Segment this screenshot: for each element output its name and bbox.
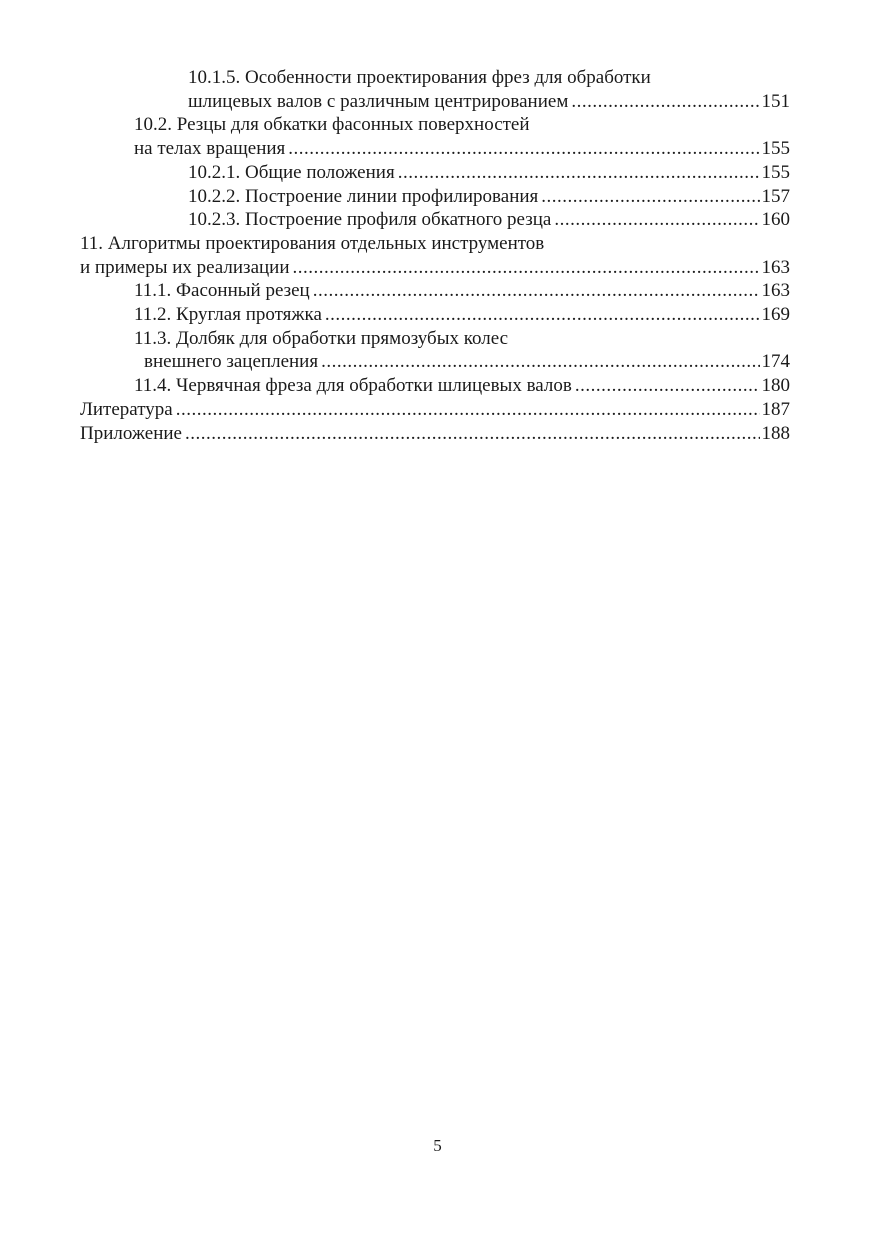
- dot-leader: [185, 422, 760, 446]
- dot-leader: [398, 161, 760, 185]
- toc-entry-page: 160: [761, 209, 790, 231]
- toc-entry-page: 163: [761, 280, 790, 302]
- toc-entry-page: 151: [761, 90, 790, 112]
- toc-entry-title-line: 11. Алгоритмы проектирования отдельных инструментов: [80, 232, 545, 254]
- toc-entry-page: 188: [761, 422, 790, 444]
- dot-leader: [293, 256, 760, 280]
- toc-entry-title: 10.2.3. Построение профиля обкатного резца: [188, 209, 552, 231]
- toc-entry-11-2: [80, 303, 790, 327]
- dot-leader: [325, 303, 760, 327]
- dot-leader: [575, 374, 760, 398]
- toc-entry-page: 169: [761, 304, 790, 326]
- toc-entry-page: 180: [761, 375, 790, 397]
- toc-entry-leader-line: [80, 350, 790, 374]
- toc-entry-leader-line: [80, 208, 790, 232]
- toc-entry-leader-line: [80, 90, 790, 114]
- toc-entry-leader-line: [80, 137, 790, 161]
- dot-leader: [571, 90, 759, 114]
- toc-entry-11: [80, 232, 790, 279]
- toc-entry-page: 163: [761, 256, 790, 278]
- toc-entry-leader-line: [80, 279, 790, 303]
- toc-entry-page: 155: [761, 161, 790, 183]
- toc-entry-title: Литература: [80, 398, 173, 420]
- dot-leader: [321, 350, 759, 374]
- toc-entry-title: 10.2.2. Построение линии профилирования: [188, 185, 539, 207]
- toc-entry-title: внешнего зацепления: [144, 351, 319, 373]
- dot-leader: [288, 137, 759, 161]
- page-number: 5: [433, 1136, 442, 1155]
- toc-entry-10-1-5: [80, 66, 790, 113]
- dot-leader: [554, 208, 759, 232]
- table-of-contents: [80, 66, 790, 445]
- toc-entry-page: 157: [761, 185, 790, 207]
- toc-entry-page: 174: [761, 351, 790, 373]
- toc-entry-leader-line: [80, 256, 790, 280]
- toc-entry-page: 155: [761, 138, 790, 160]
- toc-entry-title-line: 10.2. Резцы для обкатки фасонных поверхностей: [134, 114, 530, 136]
- toc-entry-page: 187: [761, 398, 790, 420]
- toc-entry-leader-line: [80, 161, 790, 185]
- toc-entry-11-3: [80, 327, 790, 374]
- toc-entry-leader-line: [80, 303, 790, 327]
- toc-entry-leader-line: [80, 398, 790, 422]
- toc-entry-title: на телах вращения: [134, 138, 286, 160]
- toc-entry-title: 11.4. Червячная фреза для обработки шлицевых валов: [134, 375, 572, 397]
- toc-entry-title: и примеры их реализации: [80, 256, 290, 278]
- toc-entry-title: 11.2. Круглая протяжка: [134, 304, 322, 326]
- toc-entry-10-2-2: [80, 185, 790, 209]
- toc-entry-title: 10.2.1. Общие положения: [188, 161, 395, 183]
- toc-entry-leader-line: [80, 185, 790, 209]
- toc-entry-title: 11.1. Фасонный резец: [134, 280, 310, 302]
- toc-entry-title: шлицевых валов с различным центрированием: [188, 90, 569, 112]
- dot-leader: [313, 279, 760, 303]
- toc-entry-10-2: [80, 113, 790, 160]
- toc-entry-title-line: 10.1.5. Особенности проектирования фрез для обработки: [188, 67, 651, 88]
- toc-entry-11-4: [80, 374, 790, 398]
- toc-entry-leader-line: [80, 422, 790, 446]
- dot-leader: [176, 398, 760, 422]
- toc-entry-10-2-3: [80, 208, 790, 232]
- toc-entry-appendix: [80, 422, 790, 446]
- dot-leader: [541, 185, 759, 209]
- toc-entry-title: Приложение: [80, 422, 182, 444]
- toc-entry-title-line: 11.3. Долбяк для обработки прямозубых колес: [134, 327, 509, 349]
- toc-entry-11-1: [80, 279, 790, 303]
- toc-entry-literature: [80, 398, 790, 422]
- toc-entry-10-2-1: [80, 161, 790, 185]
- toc-entry-leader-line: [80, 374, 790, 398]
